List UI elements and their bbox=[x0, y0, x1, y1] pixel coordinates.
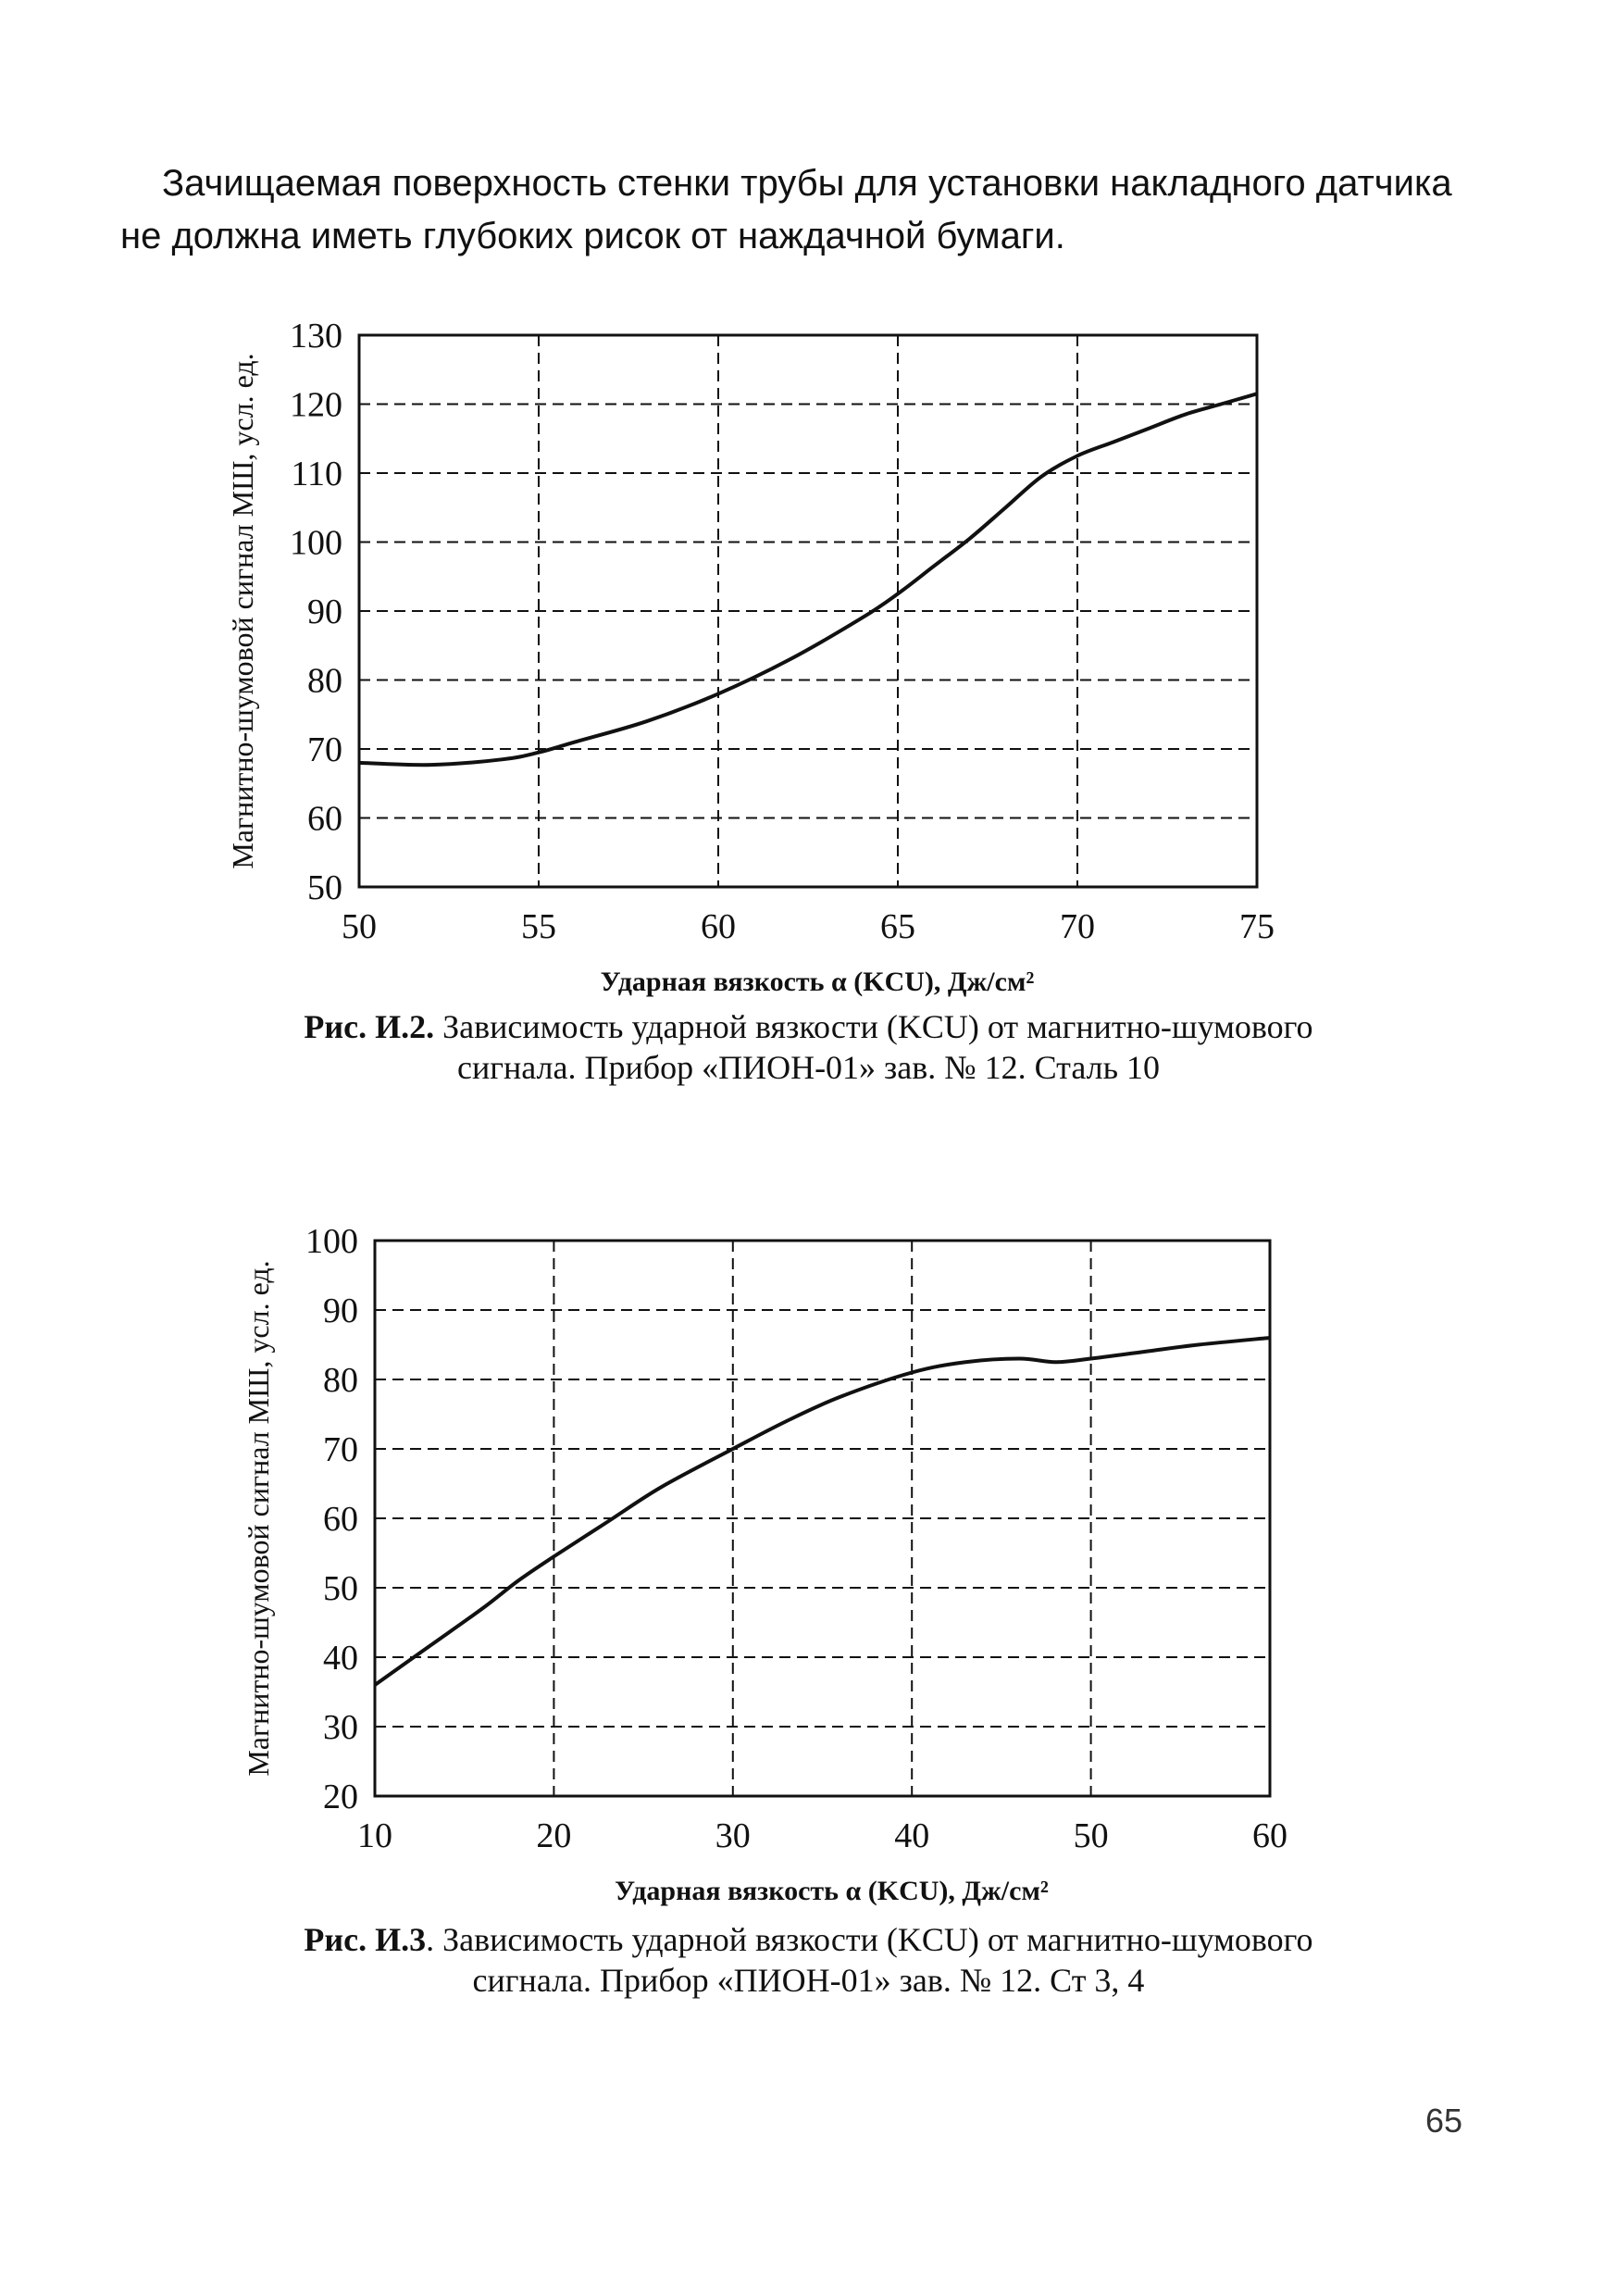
intro-line-2: не должна иметь глубоких рисок от наждачной бумаги. bbox=[120, 216, 1065, 256]
x-axis-label: Ударная вязкость α (KCU), Дж/см² bbox=[615, 1876, 1049, 1906]
figure-2-caption bbox=[0, 1919, 1617, 2001]
y-tick-label: 50 bbox=[307, 868, 342, 907]
figure-2-caption-text: . Зависимость ударной вязкости (KCU) от магнитно-шумового bbox=[426, 1921, 1313, 1958]
y-axis-label: Магнитно-шумовой сигнал МШ, усл. ед. bbox=[242, 1260, 275, 1777]
y-tick-label: 60 bbox=[307, 799, 342, 839]
y-tick-label: 100 bbox=[305, 1222, 358, 1261]
y-tick-label: 120 bbox=[290, 385, 342, 425]
x-tick-label: 70 bbox=[1060, 907, 1095, 946]
y-tick-label: 60 bbox=[323, 1500, 358, 1539]
y-tick-label: 130 bbox=[290, 317, 342, 356]
series-line bbox=[375, 1338, 1270, 1685]
series-line bbox=[359, 393, 1257, 765]
y-tick-label: 50 bbox=[323, 1569, 358, 1608]
x-tick-label: 65 bbox=[880, 907, 915, 946]
figure-2-number: Рис. И.3 bbox=[304, 1921, 427, 1958]
y-tick-label: 110 bbox=[291, 455, 342, 493]
x-tick-label: 60 bbox=[1252, 1816, 1287, 1855]
y-tick-label: 70 bbox=[323, 1430, 358, 1469]
x-axis-label: Ударная вязкость α (KCU), Дж/см² bbox=[600, 967, 1035, 997]
y-tick-label: 20 bbox=[323, 1778, 358, 1816]
x-tick-label: 60 bbox=[701, 907, 736, 946]
x-tick-label: 55 bbox=[521, 907, 556, 946]
y-tick-label: 90 bbox=[323, 1292, 358, 1330]
x-tick-label: 50 bbox=[342, 907, 377, 946]
intro-line-1: Зачищаемая поверхность стенки трубы для установки накладного датчика bbox=[162, 163, 1452, 204]
x-tick-label: 40 bbox=[894, 1816, 930, 1855]
y-axis-label: Магнитно-шумовой сигнал МШ, усл. ед. bbox=[226, 353, 259, 869]
x-tick-label: 30 bbox=[715, 1816, 751, 1855]
y-tick-label: 80 bbox=[307, 661, 342, 701]
figure-1-caption-text: Зависимость ударной вязкости (KCU) от магнитно-шумового bbox=[434, 1008, 1313, 1045]
x-tick-label: 50 bbox=[1073, 1816, 1109, 1855]
x-tick-label: 20 bbox=[536, 1816, 572, 1855]
chart-figure-2 bbox=[0, 1204, 1617, 1906]
figure-1-number: Рис. И.2. bbox=[304, 1008, 435, 1045]
y-tick-label: 70 bbox=[307, 730, 342, 769]
x-tick-label: 10 bbox=[357, 1816, 392, 1855]
figure-2-caption-line-2: сигнала. Прибор «ПИОН-01» зав. № 12. Ст 3, 4 bbox=[472, 1962, 1145, 1999]
y-tick-label: 30 bbox=[323, 1708, 358, 1747]
y-tick-label: 80 bbox=[323, 1361, 358, 1400]
figure-1-caption bbox=[0, 1006, 1617, 1088]
x-tick-label: 75 bbox=[1239, 907, 1275, 946]
page-number: 65 bbox=[1425, 2102, 1463, 2140]
chart-figure-1 bbox=[0, 306, 1617, 997]
y-tick-label: 100 bbox=[290, 523, 342, 563]
intro-text bbox=[120, 157, 1453, 263]
figure-1-caption-line-2: сигнала. Прибор «ПИОН-01» зав. № 12. Сталь 10 bbox=[456, 1049, 1160, 1086]
y-tick-label: 40 bbox=[323, 1639, 358, 1678]
y-tick-label: 90 bbox=[307, 593, 342, 631]
